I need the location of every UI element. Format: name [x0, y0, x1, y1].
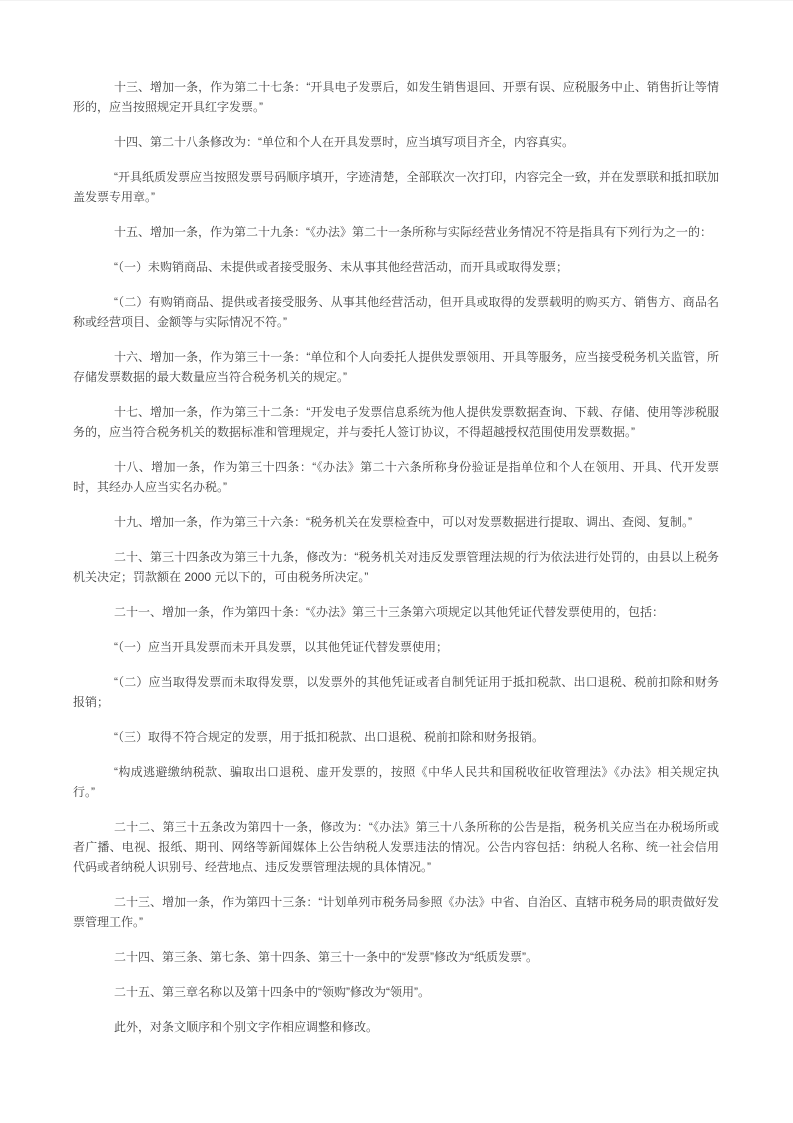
paragraph-amendment-15-item-2: “（二）有购销商品、提供或者接受服务、从事其他经营活动，但开具或取得的发票载明的购买方、销售方、商品名称或经营项目、金额等与实际情况不符。”: [73, 295, 719, 329]
paragraph-amendment-22: 二十二、第三十五条改为第四十一条，修改为：“《办法》第三十八条所称的公告是指，税务机关应当在办税场所或者广播、电视、报纸、期刊、网络等新闻媒体上公告纳税人发票违法的情况。公告内容包括：纳税人名称、统一社会信用代码或者纳税人识别号、经营地点、违反发票管理法规的具体情况。”: [73, 820, 719, 874]
paragraph-amendment-15: 十五、增加一条，作为第二十九条：“《办法》第二十一条所称与实际经营业务情况不符是指具有下列行为之一的：: [114, 225, 713, 239]
paragraph-amendment-21-item-1: “（一）应当开具发票而未开具发票，以其他凭证代替发票使用；: [114, 640, 448, 654]
paragraph-amendment-16: 十六、增加一条，作为第三十一条：“单位和个人向委托人提供发票领用、开具等服务，应当接受税务机关监管，所存储发票数据的最大数量应当符合税务机关的规定。”: [73, 350, 719, 384]
paragraph-amendment-14: 十四、第二十八条修改为：“单位和个人在开具发票时，应当填写项目齐全，内容真实。: [114, 135, 574, 149]
paragraph-closing-note: 此外，对条文顺序和个别文字作相应调整和修改。: [114, 1020, 379, 1034]
paragraph-amendment-13: 十三、增加一条，作为第二十七条：“开具电子发票后，如发生销售退回、开票有误、应税服务中止、销售折让等情形的，应当按照规定开具红字发票。”: [73, 80, 719, 114]
paragraph-amendment-25: 二十五、第三章名称以及第十四条中的“领购”修改为“领用”。: [114, 985, 430, 999]
paragraph-amendment-21-item-3: “（三）取得不符合规定的发票，用于抵扣税款、出口退税、税前扣除和财务报销。: [114, 730, 544, 744]
paragraph-amendment-21-item-2: “（二）应当取得发票而未取得发票，以发票外的其他凭证或者自制凭证用于抵扣税款、出口退税、税前扣除和财务报销；: [73, 675, 719, 709]
paragraph-amendment-20: 二十、第三十四条改为第三十九条，修改为：“税务机关对违反发票管理法规的行为依法进行处罚的，由县以上税务机关决定；罚款额在 2000 元以下的，可由税务所决定。”: [73, 550, 719, 584]
paragraph-amendment-17: 十七、增加一条，作为第三十二条：“开发电子发票信息系统为他人提供发票数据查询、下载、存储、使用等涉税服务的，应当符合税务机关的数据标准和管理规定，并与委托人签订协议，不得超越授权范围使用发票数据。”: [73, 405, 719, 439]
paragraph-amendment-14-continued: “开具纸质发票应当按照发票号码顺序填开，字迹清楚，全部联次一次打印，内容完全一致，并在发票联和抵扣联加盖发票专用章。”: [73, 170, 719, 204]
paragraph-amendment-21: 二十一、增加一条，作为第四十条：“《办法》第三十三条第六项规定以其他凭证代替发票使用的，包括：: [114, 605, 665, 619]
paragraph-amendment-19: 十九、增加一条，作为第三十六条：“税务机关在发票检查中，可以对发票数据进行提取、调出、查阅、复制。”: [114, 515, 692, 529]
paragraph-amendment-18: 十八、增加一条，作为第三十四条：“《办法》第二十六条所称身份验证是指单位和个人在领用、开具、代开发票时，其经办人应当实名办税。”: [73, 460, 719, 494]
paragraph-amendment-15-item-1: “（一）未购销商品、未提供或者接受服务、未从事其他经营活动，而开具或取得发票；: [114, 260, 568, 274]
document-page: [0, 1, 793, 1123]
paragraph-amendment-21-continued: “构成逃避缴纳税款、骗取出口退税、虚开发票的，按照《中华人民共和国税收征收管理法》《办法》相关规定执行。”: [73, 765, 719, 799]
paragraph-amendment-24: 二十四、第三条、第七条、第十四条、第三十一条中的“发票”修改为“纸质发票”。: [114, 950, 538, 964]
document-body: [73, 77, 719, 1037]
paragraph-amendment-23: 二十三、增加一条，作为第四十三条：“计划单列市税务局参照《办法》中省、自治区、直辖市税务局的职责做好发票管理工作。”: [73, 895, 719, 929]
